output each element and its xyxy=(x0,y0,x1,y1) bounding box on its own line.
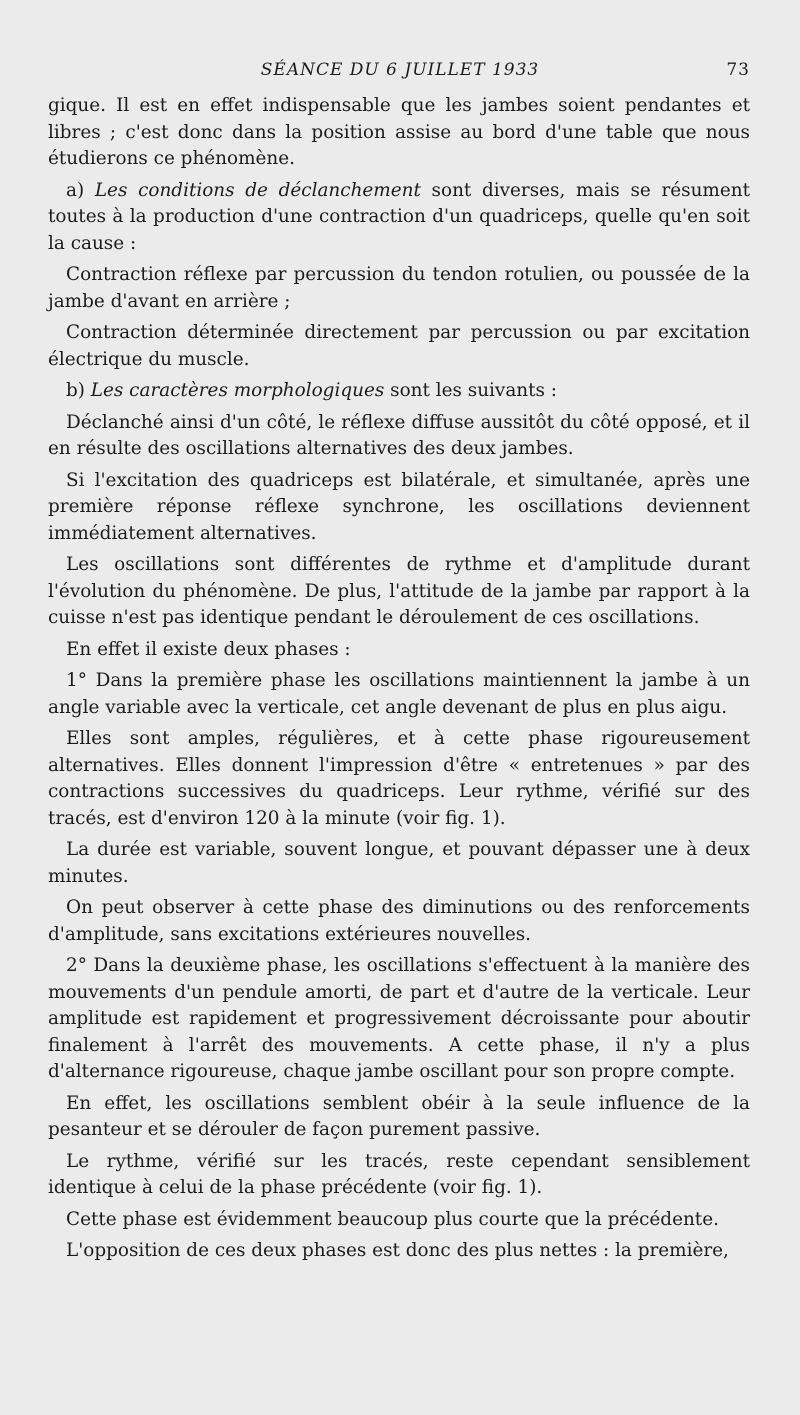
paragraph: Contraction déterminée directement par percussion ou par excitation électrique du muscle. xyxy=(48,322,750,370)
paragraph: L'opposition de ces deux phases est donc des plus nettes : la première, xyxy=(66,1240,729,1261)
italic-heading: Les conditions de déclanchement xyxy=(94,179,421,201)
paragraph: Le rythme, vérifié sur les tracés, reste cependant sensiblement identique à celui de la phase précédente (voir fig. 1). xyxy=(48,1150,750,1198)
page-number: 73 xyxy=(726,60,750,80)
paragraph: Les oscillations sont différentes de rythme et d'amplitude durant l'évolution du phénomène. De plus, l'attitude de la jambe par rapport à la cuisse n'est pas identique pendant le déroulement de ces oscillations. xyxy=(48,554,750,628)
paragraph: Cette phase est évidemment beaucoup plus courte que la précédente. xyxy=(66,1208,719,1230)
paragraph: La durée est variable, souvent longue, et pouvant dépasser une à deux minutes. xyxy=(48,839,750,887)
paragraph: 1° Dans la première phase les oscillations maintiennent la jambe à un angle variable avec la verticale, cet angle devenant de plus en plus aigu. xyxy=(48,670,750,718)
paragraph: Elles sont amples, régulières, et à cette phase rigoureusement alternatives. Elles donnent l'impression d'être « entretenues » par des contractions successives du quadriceps. Leur rythme, vérifié sur des tracés, est d'environ 120 à la minute (voir fig. 1). xyxy=(48,728,750,829)
paragraph: gique. Il est en effet indispensable que les jambes soient pendantes et libres ; c'est donc dans la position assise au bord d'une table que nous étudierons ce phénomène. xyxy=(48,95,750,169)
paragraph: En effet, les oscillations semblent obéir à la seule influence de la pesanteur et se dérouler de façon purement passive. xyxy=(48,1092,750,1140)
paragraph: En effet il existe deux phases : xyxy=(66,638,351,660)
paragraph: Déclanché ainsi d'un côté, le réflexe diffuse aussitôt du côté opposé, et il en résulte des oscillations alternatives des deux jambes. xyxy=(48,411,750,459)
paragraph: a) Les conditions de déclanchement sont diverses, mais se résument toutes à la production d'une contraction d'un quadriceps, quelle qu'en soit la cause : xyxy=(48,179,750,254)
paragraph: On peut observer à cette phase des diminutions ou des renforcements d'amplitude, sans excitations extérieures nouvelles. xyxy=(48,897,750,945)
paragraph: b) Les caractères morphologiques sont les suivants : xyxy=(66,380,557,401)
running-title: SÉANCE DU 6 JUILLET 1933 xyxy=(260,60,540,80)
paragraph: Si l'excitation des quadriceps est bilatérale, et simultanée, après une première réponse réflexe synchrone, les oscillations deviennent immédiatement alternatives. xyxy=(48,469,750,544)
body-text xyxy=(48,93,750,1270)
italic-heading: Les caractères morphologiques xyxy=(90,380,385,401)
paragraph: Contraction réflexe par percussion du tendon rotulien, ou poussée de la jambe d'avant en arrière ; xyxy=(48,264,750,312)
paragraph: 2° Dans la deuxième phase, les oscillations s'effectuent à la manière des mouvements d'un pendule amorti, de part et d'autre de la verticale. Leur amplitude est rapidement et progressivement décroissante pour aboutir finalement à l'arrêt des mouvements. A cette phase, il n'y a plus d'alternance rigoureuse, chaque jambe oscillant pour son propre compte. xyxy=(48,955,750,1082)
